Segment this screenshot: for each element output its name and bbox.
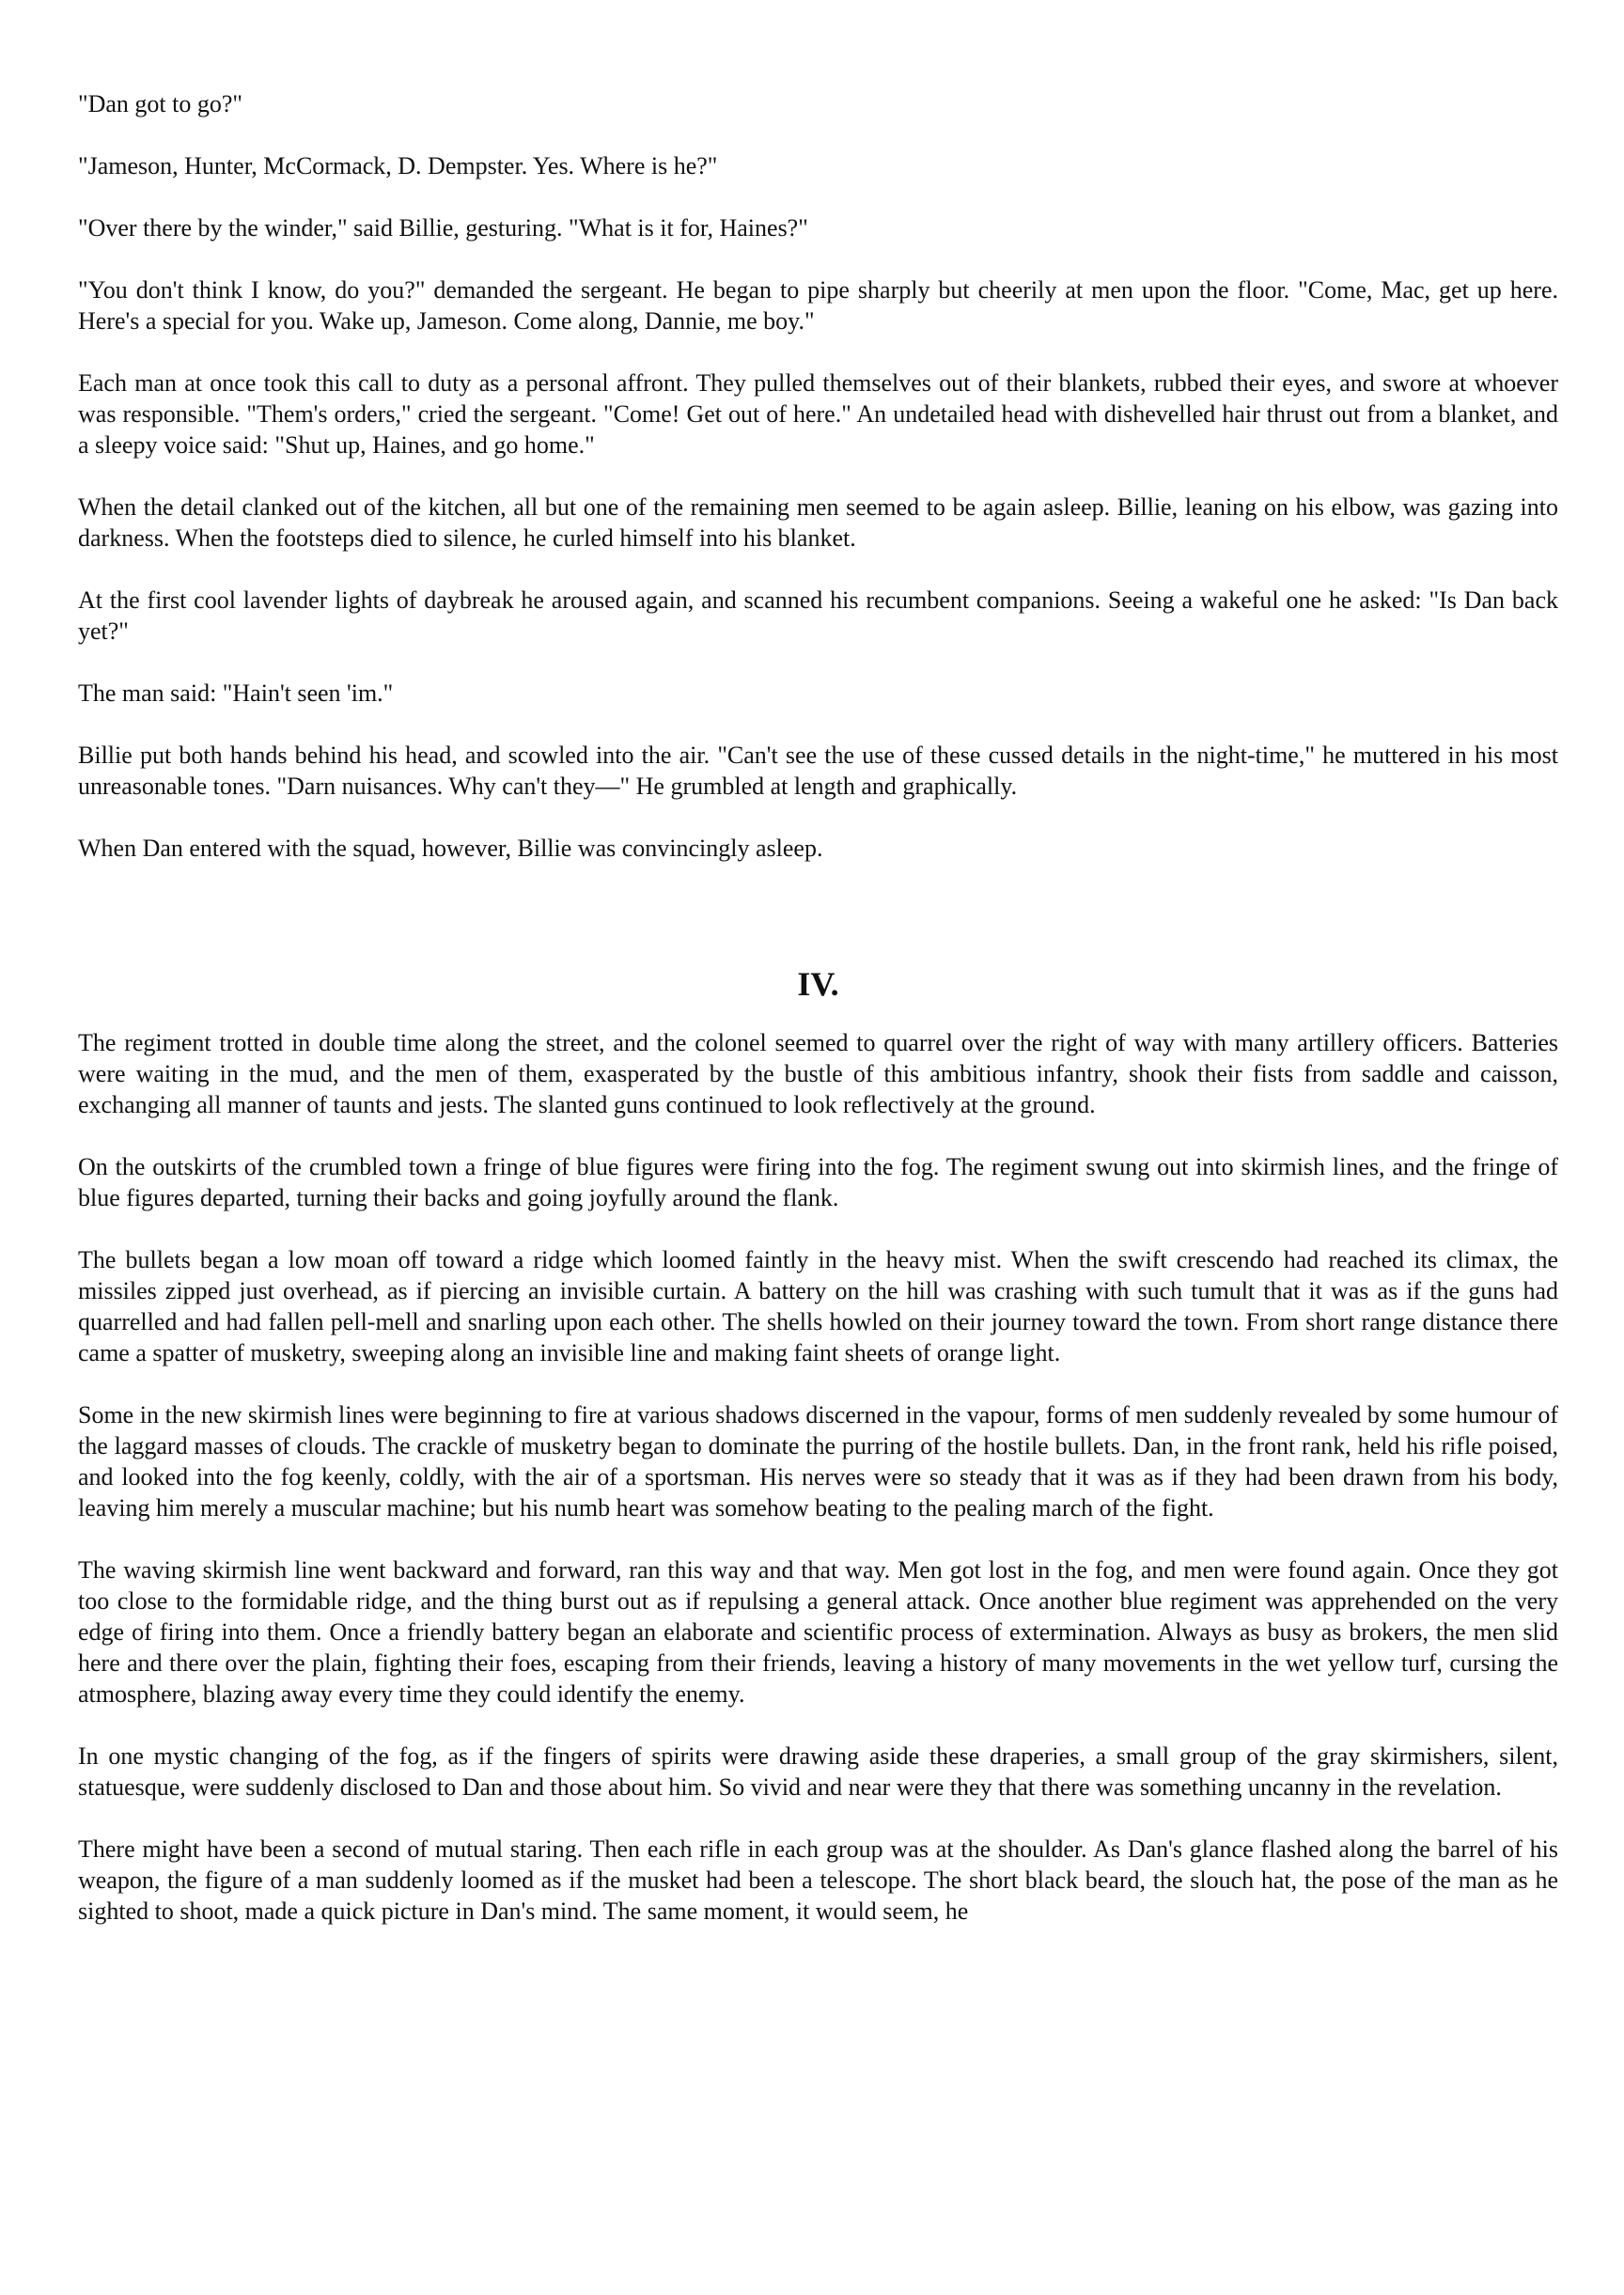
paragraph: At the first cool lavender lights of daybreak he aroused again, and scanned his recumbent companions. Seeing a wakeful one he asked: "Is Dan back yet?" xyxy=(78,586,1558,645)
paragraph: Each man at once took this call to duty as a personal affront. They pulled themselves out of their blankets, rubbed their eyes, and swore at whoever was responsible. "Them's orders," cried the sergeant. "Come! Get out of here." An undetailed head with dishevelled hair thrust out from a blanket, and a sleepy voice said: "Shut up, Haines, and go home." xyxy=(78,369,1558,459)
paragraph: "Dan got to go?" xyxy=(78,90,243,117)
paragraph: "Over there by the winder," said Billie, gesturing. "What is it for, Haines?" xyxy=(78,214,808,242)
paragraph: "Jameson, Hunter, McCormack, D. Dempster. Yes. Where is he?" xyxy=(78,152,718,180)
paragraph: The waving skirmish line went backward and forward, ran this way and that way. Men got lost in the fog, and men were found again. Once they got too close to the formidable ridge, and the thing burst out as if repulsing a general attack. Once another blue regiment was apprehended on the very edge of firing into them. Once a friendly battery began an elaborate and scientific process of extermination. Always as busy as brokers, the men slid here and there over the plain, fighting their foes, escaping from their friends, leaving a history of many movements in the wet yellow turf, cursing the atmosphere, blazing away every time they could identify the enemy. xyxy=(78,1556,1558,1708)
paragraph: In one mystic changing of the fog, as if the fingers of spirits were drawing aside these draperies, a small group of the gray skirmishers, silent, statuesque, were suddenly disclosed to Dan and those about him. So vivid and near were they that there was something uncanny in the revelation. xyxy=(78,1742,1558,1801)
paragraph: "You don't think I know, do you?" demanded the sergeant. He began to pipe sharply but cheerily at men upon the floor. "Come, Mac, get up here. Here's a special for you. Wake up, Jameson. Come along, Dannie, me boy." xyxy=(78,276,1558,335)
paragraph: When the detail clanked out of the kitchen, all but one of the remaining men seemed to be again asleep. Billie, leaning on his elbow, was gazing into darkness. When the footsteps died to silence, he curled himself into his blanket. xyxy=(78,493,1558,552)
paragraph: The bullets began a low moan off toward a ridge which loomed faintly in the heavy mist. When the swift crescendo had reached its climax, the missiles zipped just overhead, as if piercing an invisible curtain. A battery on the hill was crashing with such tumult that it was as if the guns had quarrelled and had fallen pell-mell and snarling upon each other. The shells howled on their journey toward the town. From short range distance there came a spatter of musketry, sweeping along an invisible line and making faint sheets of orange light. xyxy=(78,1246,1558,1366)
document-page xyxy=(78,88,1558,1958)
chapter-heading: IV. xyxy=(797,965,839,1003)
paragraph: There might have been a second of mutual staring. Then each rifle in each group was at the shoulder. As Dan's glance flashed along the barrel of his weapon, the figure of a man suddenly loomed as if the musket had been a telescope. The short black beard, the slouch hat, the pose of the man as he sighted to shoot, made a quick picture in Dan's mind. The same moment, it would seem, he xyxy=(78,1835,1558,1925)
paragraph: Billie put both hands behind his head, and scowled into the air. "Can't see the use of these cussed details in the night-time," he muttered in his most unreasonable tones. "Darn nuisances. Why can't they—" He grumbled at length and graphically. xyxy=(78,742,1558,800)
paragraph: Some in the new skirmish lines were beginning to fire at various shadows discerned in the vapour, forms of men suddenly revealed by some humour of the laggard masses of clouds. The crackle of musketry began to dominate the purring of the hostile bullets. Dan, in the front rank, held his rifle poised, and looked into the fog keenly, coldly, with the air of a sportsman. His nerves were so steady that it was as if they had been drawn from his body, leaving him merely a muscular machine; but his numb heart was somehow beating to the pealing march of the fight. xyxy=(78,1401,1558,1522)
section-top xyxy=(78,88,1558,864)
paragraph: The man said: "Hain't seen 'im." xyxy=(78,679,394,707)
paragraph: On the outskirts of the crumbled town a fringe of blue figures were firing into the fog. The regiment swung out into skirmish lines, and the fringe of blue figures departed, turning their backs and going joyfully around the flank. xyxy=(78,1153,1558,1211)
paragraph: The regiment trotted in double time along the street, and the colonel seemed to quarrel over the right of way with many artillery officers. Batteries were waiting in the mud, and the men of them, exasperated by the bustle of this ambitious infantry, shook their fists from saddle and caisson, exchanging all manner of taunts and jests. The slanted guns continued to look reflectively at the ground. xyxy=(78,1029,1558,1118)
chapter-body xyxy=(78,1027,1558,1927)
paragraph: When Dan entered with the squad, however, Billie was convincingly asleep. xyxy=(78,835,823,862)
